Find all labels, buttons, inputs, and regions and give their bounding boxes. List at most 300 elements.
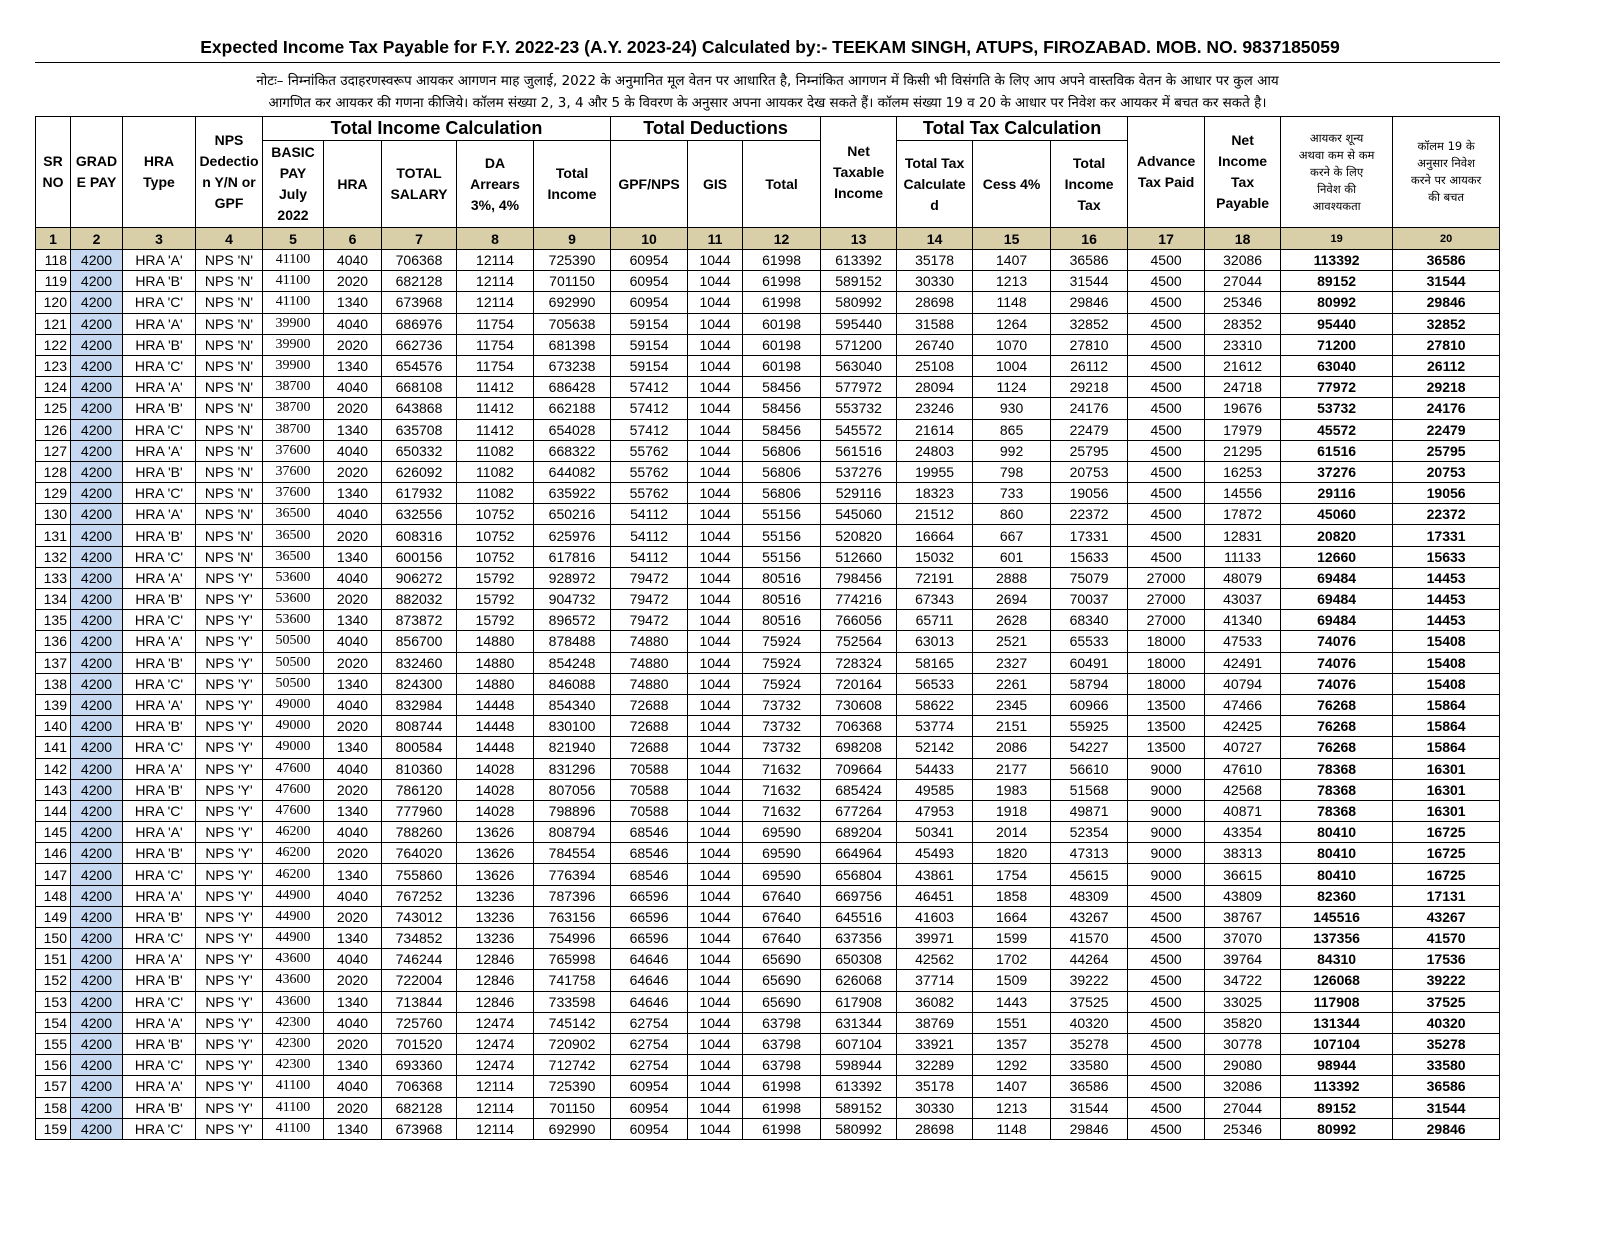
- cell-total-tax-calculated: 18323: [897, 483, 973, 504]
- cell-total-income-tax: 55925: [1051, 716, 1128, 737]
- cell-net-tax-payable: 34722: [1205, 970, 1281, 991]
- cell-da-arrears: 12474: [457, 1033, 534, 1054]
- cell-grade-pay: 4200: [71, 567, 123, 588]
- cell-total-salary: 600156: [382, 546, 457, 567]
- cell-hra: 4040: [324, 250, 382, 271]
- cell-nps: NPS 'Y': [196, 737, 263, 758]
- cell-deductions-total: 63798: [743, 1033, 821, 1054]
- cell-net-taxable-income: 752564: [821, 631, 897, 652]
- cell-net-taxable-income: 677264: [821, 800, 897, 821]
- table-row: [36, 1033, 1500, 1054]
- cell-net-taxable-income: 798456: [821, 567, 897, 588]
- cell-total-income: 650216: [534, 504, 611, 525]
- cell-investment-required: 84310: [1281, 949, 1393, 970]
- cell-gpf-nps: 70588: [611, 779, 688, 800]
- cell-tax-saving: 27810: [1393, 334, 1500, 355]
- cell-grade-pay: 4200: [71, 546, 123, 567]
- cell-nps: NPS 'N': [196, 355, 263, 376]
- cell-total-tax-calculated: 21512: [897, 504, 973, 525]
- cell-investment-required: 113392: [1281, 250, 1393, 271]
- cell-gis: 1044: [688, 504, 743, 525]
- cell-gis: 1044: [688, 1097, 743, 1118]
- cell-gpf-nps: 60954: [611, 1118, 688, 1139]
- cell-grade-pay: 4200: [71, 822, 123, 843]
- cell-total-income-tax: 29218: [1051, 377, 1128, 398]
- cell-deductions-total: 58456: [743, 398, 821, 419]
- column-number: 4: [196, 228, 263, 250]
- cell-net-tax-payable: 24718: [1205, 377, 1281, 398]
- cell-cess: 865: [973, 419, 1051, 440]
- cell-investment-required: 76268: [1281, 737, 1393, 758]
- cell-da-arrears: 11412: [457, 398, 534, 419]
- cell-advance-tax: 4500: [1128, 355, 1205, 376]
- cell-deductions-total: 61998: [743, 1118, 821, 1139]
- cell-total-salary: 786120: [382, 779, 457, 800]
- cell-basic-pay: 38700: [263, 377, 324, 398]
- cell-net-taxable-income: 553732: [821, 398, 897, 419]
- cell-total-income: 854248: [534, 652, 611, 673]
- cell-hra-type: HRA 'A': [123, 949, 196, 970]
- cell-sr-no: 120: [36, 292, 71, 313]
- cell-total-income: 712742: [534, 1055, 611, 1076]
- cell-da-arrears: 11412: [457, 419, 534, 440]
- cell-hra-type: HRA 'B': [123, 398, 196, 419]
- cell-net-tax-payable: 38767: [1205, 906, 1281, 927]
- cell-tax-saving: 24176: [1393, 398, 1500, 419]
- cell-basic-pay: 41100: [263, 292, 324, 313]
- cell-investment-required: 113392: [1281, 1076, 1393, 1097]
- cell-investment-required: 76268: [1281, 716, 1393, 737]
- cell-cess: 1292: [973, 1055, 1051, 1076]
- cell-hra: 1340: [324, 546, 382, 567]
- cell-cess: 1443: [973, 991, 1051, 1012]
- cell-cess: 1820: [973, 843, 1051, 864]
- cell-gis: 1044: [688, 673, 743, 694]
- cell-gpf-nps: 55762: [611, 483, 688, 504]
- cell-sr-no: 128: [36, 461, 71, 482]
- cell-hra-type: HRA 'A': [123, 1012, 196, 1033]
- header-net-tax-payable: Net Income Tax Payable: [1205, 117, 1281, 228]
- cell-total-tax-calculated: 43861: [897, 864, 973, 885]
- cell-hra: 1340: [324, 673, 382, 694]
- cell-total-tax-calculated: 52142: [897, 737, 973, 758]
- cell-total-income-tax: 44264: [1051, 949, 1128, 970]
- table-row: [36, 1097, 1500, 1118]
- header-total-tax-calculated: Total Tax Calculate d: [897, 141, 973, 228]
- cell-net-taxable-income: 561516: [821, 440, 897, 461]
- cell-total-income: 896572: [534, 610, 611, 631]
- cell-grade-pay: 4200: [71, 864, 123, 885]
- cell-advance-tax: 4500: [1128, 483, 1205, 504]
- cell-tax-saving: 16725: [1393, 822, 1500, 843]
- header-advance-tax: Advance Tax Paid: [1128, 117, 1205, 228]
- column-number: 1: [36, 228, 71, 250]
- cell-total-tax-calculated: 56533: [897, 673, 973, 694]
- cell-net-tax-payable: 29080: [1205, 1055, 1281, 1076]
- cell-gpf-nps: 57412: [611, 377, 688, 398]
- cell-tax-saving: 16301: [1393, 758, 1500, 779]
- cell-total-tax-calculated: 30330: [897, 1097, 973, 1118]
- header-cess: Cess 4%: [973, 141, 1051, 228]
- cell-total-salary: 706368: [382, 1076, 457, 1097]
- cell-net-tax-payable: 37070: [1205, 928, 1281, 949]
- cell-net-tax-payable: 28352: [1205, 313, 1281, 334]
- cell-deductions-total: 73732: [743, 737, 821, 758]
- cell-cess: 2628: [973, 610, 1051, 631]
- cell-total-salary: 906272: [382, 567, 457, 588]
- cell-advance-tax: 27000: [1128, 567, 1205, 588]
- cell-net-taxable-income: 650308: [821, 949, 897, 970]
- cell-deductions-total: 56806: [743, 483, 821, 504]
- cell-hra-type: HRA 'B': [123, 779, 196, 800]
- cell-basic-pay: 38700: [263, 398, 324, 419]
- cell-nps: NPS 'Y': [196, 1033, 263, 1054]
- cell-gpf-nps: 62754: [611, 1012, 688, 1033]
- cell-net-taxable-income: 545572: [821, 419, 897, 440]
- cell-deductions-total: 63798: [743, 1012, 821, 1033]
- table-row: [36, 758, 1500, 779]
- cell-grade-pay: 4200: [71, 970, 123, 991]
- cell-cess: 1124: [973, 377, 1051, 398]
- cell-advance-tax: 18000: [1128, 652, 1205, 673]
- cell-gis: 1044: [688, 779, 743, 800]
- cell-gpf-nps: 54112: [611, 525, 688, 546]
- header-hra-type: HRA Type: [123, 117, 196, 228]
- cell-sr-no: 137: [36, 652, 71, 673]
- cell-investment-required: 131344: [1281, 1012, 1393, 1033]
- cell-tax-saving: 15408: [1393, 652, 1500, 673]
- cell-total-income: 928972: [534, 567, 611, 588]
- cell-hra-type: HRA 'B': [123, 1033, 196, 1054]
- cell-total-income-tax: 56610: [1051, 758, 1128, 779]
- cell-deductions-total: 69590: [743, 864, 821, 885]
- cell-total-salary: 693360: [382, 1055, 457, 1076]
- cell-tax-saving: 17536: [1393, 949, 1500, 970]
- cell-total-salary: 686976: [382, 313, 457, 334]
- cell-hra: 1340: [324, 864, 382, 885]
- cell-basic-pay: 41100: [263, 1118, 324, 1139]
- table-row: [36, 864, 1500, 885]
- cell-hra-type: HRA 'A': [123, 758, 196, 779]
- cell-nps: NPS 'Y': [196, 1076, 263, 1097]
- cell-grade-pay: 4200: [71, 906, 123, 927]
- cell-total-salary: 632556: [382, 504, 457, 525]
- cell-gis: 1044: [688, 652, 743, 673]
- cell-tax-saving: 36586: [1393, 1076, 1500, 1097]
- cell-total-income: 776394: [534, 864, 611, 885]
- cell-total-income-tax: 47313: [1051, 843, 1128, 864]
- cell-total-tax-calculated: 16664: [897, 525, 973, 546]
- cell-gis: 1044: [688, 1076, 743, 1097]
- cell-deductions-total: 75924: [743, 631, 821, 652]
- cell-total-tax-calculated: 65711: [897, 610, 973, 631]
- cell-gpf-nps: 59154: [611, 355, 688, 376]
- cell-tax-saving: 22372: [1393, 504, 1500, 525]
- cell-net-taxable-income: 613392: [821, 1076, 897, 1097]
- table-row: [36, 355, 1500, 376]
- cell-nps: NPS 'Y': [196, 694, 263, 715]
- cell-total-income-tax: 36586: [1051, 250, 1128, 271]
- cell-cess: 1148: [973, 292, 1051, 313]
- cell-hra: 1340: [324, 419, 382, 440]
- cell-gpf-nps: 79472: [611, 610, 688, 631]
- cell-total-income: 878488: [534, 631, 611, 652]
- cell-da-arrears: 12846: [457, 970, 534, 991]
- cell-advance-tax: 4500: [1128, 928, 1205, 949]
- cell-gis: 1044: [688, 483, 743, 504]
- cell-total-income: 741758: [534, 970, 611, 991]
- cell-nps: NPS 'Y': [196, 589, 263, 610]
- cell-investment-required: 89152: [1281, 1097, 1393, 1118]
- cell-net-taxable-income: 626068: [821, 970, 897, 991]
- cell-basic-pay: 46200: [263, 864, 324, 885]
- cell-net-tax-payable: 32086: [1205, 1076, 1281, 1097]
- cell-total-income-tax: 43267: [1051, 906, 1128, 927]
- header-hra: HRA: [324, 141, 382, 228]
- cell-net-tax-payable: 47610: [1205, 758, 1281, 779]
- cell-hra: 2020: [324, 461, 382, 482]
- cell-hra-type: HRA 'B': [123, 334, 196, 355]
- cell-advance-tax: 4500: [1128, 292, 1205, 313]
- cell-net-tax-payable: 47533: [1205, 631, 1281, 652]
- cell-total-tax-calculated: 36082: [897, 991, 973, 1012]
- cell-sr-no: 138: [36, 673, 71, 694]
- cell-deductions-total: 56806: [743, 440, 821, 461]
- cell-net-tax-payable: 40727: [1205, 737, 1281, 758]
- cell-cess: 2521: [973, 631, 1051, 652]
- cell-grade-pay: 4200: [71, 652, 123, 673]
- cell-investment-required: 126068: [1281, 970, 1393, 991]
- cell-nps: NPS 'N': [196, 419, 263, 440]
- cell-da-arrears: 13626: [457, 843, 534, 864]
- cell-cess: 1213: [973, 271, 1051, 292]
- cell-net-tax-payable: 43809: [1205, 885, 1281, 906]
- cell-sr-no: 159: [36, 1118, 71, 1139]
- cell-gis: 1044: [688, 864, 743, 885]
- header-net-taxable-income: Net Taxable Income: [821, 117, 897, 228]
- cell-advance-tax: 4500: [1128, 970, 1205, 991]
- cell-deductions-total: 67640: [743, 928, 821, 949]
- cell-deductions-total: 69590: [743, 822, 821, 843]
- table-row: [36, 779, 1500, 800]
- cell-net-tax-payable: 23310: [1205, 334, 1281, 355]
- cell-investment-required: 137356: [1281, 928, 1393, 949]
- cell-net-taxable-income: 512660: [821, 546, 897, 567]
- cell-total-tax-calculated: 32289: [897, 1055, 973, 1076]
- cell-nps: NPS 'Y': [196, 843, 263, 864]
- cell-investment-required: 80410: [1281, 843, 1393, 864]
- cell-hra: 4040: [324, 885, 382, 906]
- cell-cess: 1509: [973, 970, 1051, 991]
- table-row: [36, 398, 1500, 419]
- cell-basic-pay: 41100: [263, 271, 324, 292]
- cell-basic-pay: 42300: [263, 1012, 324, 1033]
- table-row: [36, 949, 1500, 970]
- cell-net-taxable-income: 685424: [821, 779, 897, 800]
- cell-total-income-tax: 26112: [1051, 355, 1128, 376]
- cell-advance-tax: 4500: [1128, 334, 1205, 355]
- cell-nps: NPS 'Y': [196, 1118, 263, 1139]
- cell-gpf-nps: 60954: [611, 1076, 688, 1097]
- cell-investment-required: 80410: [1281, 822, 1393, 843]
- table-row: [36, 885, 1500, 906]
- page-title: Expected Income Tax Payable for F.Y. 2022-23 (A.Y. 2023-24) Calculated by:- TEEKAM SINGH, ATUPS, FIROZABAD. MOB. NO. 9837185059: [200, 37, 1340, 57]
- cell-hra: 2020: [324, 1033, 382, 1054]
- cell-gis: 1044: [688, 334, 743, 355]
- cell-deductions-total: 63798: [743, 1055, 821, 1076]
- cell-total-income: 644082: [534, 461, 611, 482]
- table-row: [36, 822, 1500, 843]
- cell-hra: 4040: [324, 377, 382, 398]
- cell-hra-type: HRA 'C': [123, 355, 196, 376]
- cell-tax-saving: 32852: [1393, 313, 1500, 334]
- cell-net-taxable-income: 669756: [821, 885, 897, 906]
- cell-total-tax-calculated: 28698: [897, 1118, 973, 1139]
- cell-da-arrears: 14448: [457, 694, 534, 715]
- cell-advance-tax: 4500: [1128, 1012, 1205, 1033]
- cell-total-salary: 746244: [382, 949, 457, 970]
- cell-tax-saving: 15864: [1393, 716, 1500, 737]
- cell-total-income: 701150: [534, 271, 611, 292]
- column-number: 7: [382, 228, 457, 250]
- cell-nps: NPS 'N': [196, 440, 263, 461]
- cell-total-income: 617816: [534, 546, 611, 567]
- cell-da-arrears: 14880: [457, 673, 534, 694]
- cell-da-arrears: 12474: [457, 1055, 534, 1076]
- cell-total-salary: 626092: [382, 461, 457, 482]
- cell-hra-type: HRA 'B': [123, 716, 196, 737]
- cell-investment-required: 80410: [1281, 864, 1393, 885]
- table-row: [36, 589, 1500, 610]
- cell-gpf-nps: 66596: [611, 928, 688, 949]
- cell-hra: 4040: [324, 758, 382, 779]
- cell-hra: 1340: [324, 292, 382, 313]
- cell-gis: 1044: [688, 885, 743, 906]
- cell-advance-tax: 13500: [1128, 716, 1205, 737]
- cell-hra: 4040: [324, 1012, 382, 1033]
- cell-gis: 1044: [688, 694, 743, 715]
- cell-tax-saving: 29846: [1393, 292, 1500, 313]
- cell-total-salary: 767252: [382, 885, 457, 906]
- cell-nps: NPS 'Y': [196, 1055, 263, 1076]
- cell-da-arrears: 14448: [457, 716, 534, 737]
- cell-tax-saving: 17131: [1393, 885, 1500, 906]
- cell-hra: 2020: [324, 1097, 382, 1118]
- column-number: 16: [1051, 228, 1128, 250]
- cell-tax-saving: 15408: [1393, 673, 1500, 694]
- table-row: [36, 504, 1500, 525]
- cell-hra-type: HRA 'B': [123, 589, 196, 610]
- cell-basic-pay: 53600: [263, 567, 324, 588]
- cell-net-tax-payable: 12831: [1205, 525, 1281, 546]
- cell-hra: 2020: [324, 779, 382, 800]
- cell-grade-pay: 4200: [71, 716, 123, 737]
- cell-grade-pay: 4200: [71, 334, 123, 355]
- cell-total-income-tax: 75079: [1051, 567, 1128, 588]
- cell-advance-tax: 4500: [1128, 885, 1205, 906]
- header-basic-pay: BASIC PAY July 2022: [263, 141, 324, 228]
- cell-basic-pay: 41100: [263, 1076, 324, 1097]
- cell-nps: NPS 'N': [196, 504, 263, 525]
- cell-sr-no: 140: [36, 716, 71, 737]
- cell-total-tax-calculated: 25108: [897, 355, 973, 376]
- cell-da-arrears: 14448: [457, 737, 534, 758]
- cell-hra: 4040: [324, 694, 382, 715]
- cell-total-income: 808794: [534, 822, 611, 843]
- cell-total-income-tax: 15633: [1051, 546, 1128, 567]
- cell-nps: NPS 'Y': [196, 906, 263, 927]
- cell-nps: NPS 'Y': [196, 800, 263, 821]
- cell-da-arrears: 15792: [457, 610, 534, 631]
- cell-total-salary: 808744: [382, 716, 457, 737]
- cell-hra: 4040: [324, 949, 382, 970]
- cell-da-arrears: 13626: [457, 864, 534, 885]
- cell-grade-pay: 4200: [71, 949, 123, 970]
- cell-total-tax-calculated: 72191: [897, 567, 973, 588]
- cell-total-income: 831296: [534, 758, 611, 779]
- cell-gis: 1044: [688, 949, 743, 970]
- hindi-note: [35, 70, 1500, 114]
- cell-total-salary: 673968: [382, 292, 457, 313]
- cell-basic-pay: 43600: [263, 970, 324, 991]
- cell-sr-no: 127: [36, 440, 71, 461]
- cell-total-income: 798896: [534, 800, 611, 821]
- cell-da-arrears: 14880: [457, 652, 534, 673]
- cell-tax-saving: 43267: [1393, 906, 1500, 927]
- header-gis: GIS: [688, 141, 743, 228]
- cell-advance-tax: 9000: [1128, 800, 1205, 821]
- cell-tax-saving: 35278: [1393, 1033, 1500, 1054]
- cell-total-tax-calculated: 33921: [897, 1033, 973, 1054]
- cell-advance-tax: 27000: [1128, 589, 1205, 610]
- cell-total-salary: 832460: [382, 652, 457, 673]
- cell-gis: 1044: [688, 610, 743, 631]
- cell-da-arrears: 13236: [457, 906, 534, 927]
- cell-hra-type: HRA 'B': [123, 843, 196, 864]
- cell-net-taxable-income: 589152: [821, 1097, 897, 1118]
- cell-da-arrears: 11754: [457, 313, 534, 334]
- cell-gis: 1044: [688, 970, 743, 991]
- cell-gis: 1044: [688, 906, 743, 927]
- cell-cess: 667: [973, 525, 1051, 546]
- cell-cess: 2177: [973, 758, 1051, 779]
- cell-deductions-total: 80516: [743, 610, 821, 631]
- cell-net-taxable-income: 730608: [821, 694, 897, 715]
- cell-advance-tax: 4500: [1128, 250, 1205, 271]
- cell-deductions-total: 65690: [743, 970, 821, 991]
- cell-basic-pay: 46200: [263, 822, 324, 843]
- cell-net-tax-payable: 21612: [1205, 355, 1281, 376]
- cell-total-salary: 777960: [382, 800, 457, 821]
- cell-basic-pay: 37600: [263, 440, 324, 461]
- cell-tax-saving: 31544: [1393, 271, 1500, 292]
- cell-gpf-nps: 66596: [611, 906, 688, 927]
- cell-deductions-total: 69590: [743, 843, 821, 864]
- cell-sr-no: 124: [36, 377, 71, 398]
- cell-total-income-tax: 31544: [1051, 271, 1128, 292]
- cell-cess: 2151: [973, 716, 1051, 737]
- cell-total-income-tax: 37525: [1051, 991, 1128, 1012]
- cell-basic-pay: 43600: [263, 991, 324, 1012]
- cell-hra-type: HRA 'C': [123, 546, 196, 567]
- cell-gpf-nps: 66596: [611, 885, 688, 906]
- cell-tax-saving: 14453: [1393, 567, 1500, 588]
- cell-nps: NPS 'Y': [196, 567, 263, 588]
- cell-cess: 2086: [973, 737, 1051, 758]
- cell-basic-pay: 37600: [263, 483, 324, 504]
- column-number: 8: [457, 228, 534, 250]
- cell-grade-pay: 4200: [71, 885, 123, 906]
